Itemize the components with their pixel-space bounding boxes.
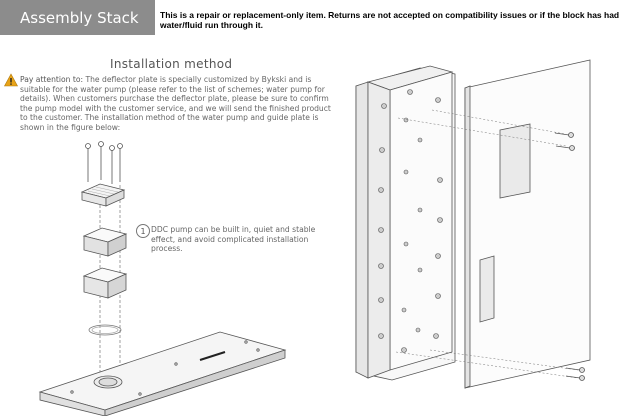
attention-lead: Pay attention to: (20, 75, 84, 84)
step-number-badge: 1 (136, 224, 150, 238)
distro-plate (356, 66, 455, 380)
assembly-stack-title: Assembly Stack (20, 8, 139, 27)
pump-top-cover (82, 184, 124, 206)
pump-housing (84, 268, 126, 298)
step-description: DDC pump can be built in, quiet and stable effect, and avoid complicated installation process. (151, 225, 316, 253)
deflector-base-plate (40, 332, 285, 416)
installation-method-title: Installation method (110, 57, 233, 71)
return-policy-note: This is a repair or replacement-only item. Returns are not accepted on compatibility issues or if the block has had water/fluid run through it. (160, 10, 620, 30)
attention-body: The deflector plate is specially customized by Bykski and is suitable for the water pump (please refer to the list of schemes; water pump for details). When customers purchase the deflector plate, please be sure to confirm the pump model with the customer service, and we will send the finished product to the customer. The installation method of the water pump and guide plate is shown in the figure below: (20, 75, 331, 132)
screw-set-top (86, 142, 123, 185)
backplate-panel (465, 60, 590, 388)
